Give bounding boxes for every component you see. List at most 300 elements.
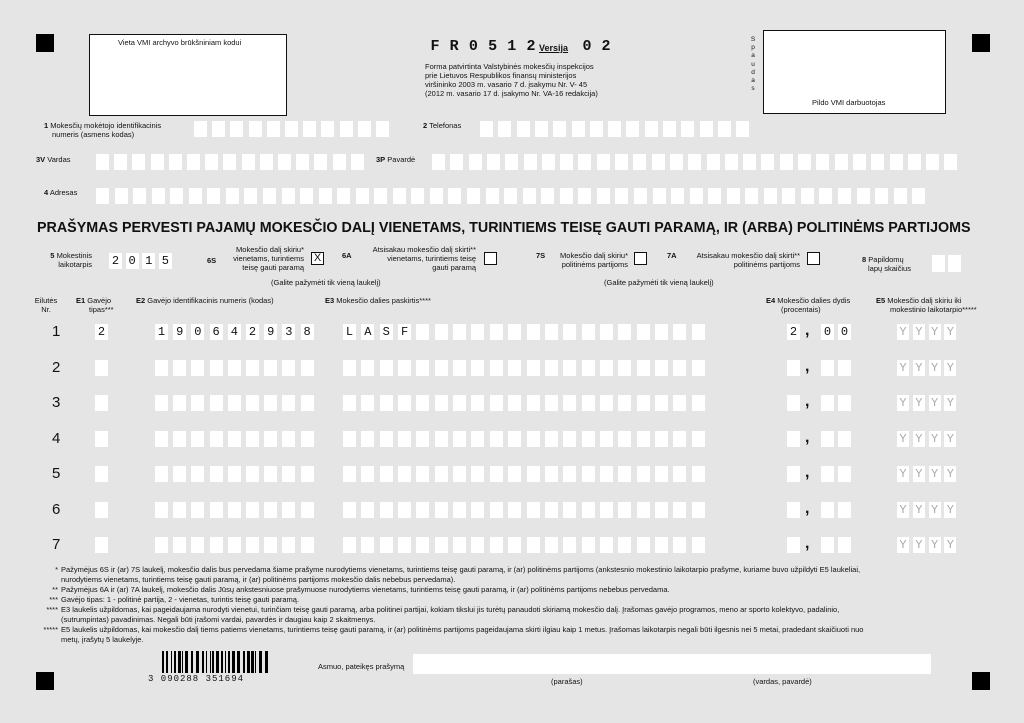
- purpose-cell[interactable]: [508, 395, 521, 411]
- purpose-cell[interactable]: [673, 431, 686, 447]
- address-cell[interactable]: [486, 188, 499, 204]
- purpose-cell[interactable]: [380, 395, 393, 411]
- last-name-cell[interactable]: [597, 154, 610, 170]
- recipient-code-cell[interactable]: [301, 502, 314, 518]
- checkbox-6a[interactable]: [484, 252, 497, 265]
- recipient-code-cell[interactable]: [155, 537, 168, 553]
- purpose-cell[interactable]: [490, 431, 503, 447]
- purpose-cell[interactable]: [545, 537, 558, 553]
- address-cell[interactable]: [819, 188, 832, 204]
- address-cell[interactable]: [263, 188, 276, 204]
- extra-pages-cell-1[interactable]: [932, 255, 945, 272]
- purpose-cell[interactable]: [471, 324, 484, 340]
- recipient-code-cell[interactable]: [282, 431, 295, 447]
- purpose-cell[interactable]: [380, 502, 393, 518]
- until-year-cell[interactable]: Y: [897, 431, 909, 447]
- tax-year-cell[interactable]: 0: [126, 253, 139, 269]
- purpose-cell[interactable]: [692, 466, 705, 482]
- first-name-cell[interactable]: [278, 154, 291, 170]
- purpose-cell[interactable]: [527, 466, 540, 482]
- taxpayer-id-cell[interactable]: [303, 121, 316, 137]
- taxpayer-id-cell[interactable]: [194, 121, 207, 137]
- address-cell[interactable]: [319, 188, 332, 204]
- address-cell[interactable]: [374, 188, 387, 204]
- recipient-code-cell[interactable]: [246, 537, 259, 553]
- recipient-code-cell[interactable]: [155, 360, 168, 376]
- purpose-cell[interactable]: [343, 431, 356, 447]
- address-cell[interactable]: [393, 188, 406, 204]
- recipient-code-cell[interactable]: [173, 466, 186, 482]
- recipient-code-cell[interactable]: [228, 537, 241, 553]
- last-name-cell[interactable]: [560, 154, 573, 170]
- address-cell[interactable]: [578, 188, 591, 204]
- purpose-cell[interactable]: [435, 360, 448, 376]
- recipient-code-cell[interactable]: [301, 360, 314, 376]
- recipient-code-cell[interactable]: 4: [228, 324, 241, 340]
- purpose-cell[interactable]: [582, 431, 595, 447]
- phone-cell[interactable]: [736, 121, 749, 137]
- percent-decimal-cell[interactable]: [838, 360, 851, 376]
- purpose-cell[interactable]: [343, 502, 356, 518]
- purpose-cell[interactable]: [600, 537, 613, 553]
- recipient-code-cell[interactable]: 0: [191, 324, 204, 340]
- first-name-cell[interactable]: [132, 154, 145, 170]
- phone-cell[interactable]: [517, 121, 530, 137]
- phone-cell[interactable]: [480, 121, 493, 137]
- purpose-cell[interactable]: [471, 537, 484, 553]
- phone-cell[interactable]: [681, 121, 694, 137]
- percent-integer-cell[interactable]: [787, 537, 800, 553]
- purpose-cell[interactable]: F: [398, 324, 411, 340]
- purpose-cell[interactable]: [508, 360, 521, 376]
- phone-cell[interactable]: [572, 121, 585, 137]
- first-name-cell[interactable]: [96, 154, 109, 170]
- taxpayer-id-cell[interactable]: [340, 121, 353, 137]
- last-name-cell[interactable]: [688, 154, 701, 170]
- taxpayer-id-cell[interactable]: [358, 121, 371, 137]
- percent-decimal-cell[interactable]: [821, 466, 834, 482]
- last-name-cell[interactable]: [890, 154, 903, 170]
- recipient-type-cell[interactable]: [95, 431, 108, 447]
- until-year-cell[interactable]: Y: [944, 395, 956, 411]
- recipient-code-cell[interactable]: [282, 395, 295, 411]
- recipient-code-cell[interactable]: 8: [301, 324, 314, 340]
- until-year-cell[interactable]: Y: [929, 502, 941, 518]
- phone-cell[interactable]: [535, 121, 548, 137]
- purpose-cell[interactable]: [490, 537, 503, 553]
- address-cell[interactable]: [708, 188, 721, 204]
- purpose-cell[interactable]: [490, 395, 503, 411]
- purpose-cell[interactable]: [637, 360, 650, 376]
- purpose-cell[interactable]: [655, 395, 668, 411]
- address-cell[interactable]: [430, 188, 443, 204]
- taxpayer-id-cell[interactable]: [267, 121, 280, 137]
- purpose-cell[interactable]: [471, 502, 484, 518]
- recipient-type-cell[interactable]: [95, 395, 108, 411]
- purpose-cell[interactable]: [416, 395, 429, 411]
- until-year-cell[interactable]: Y: [913, 324, 925, 340]
- purpose-cell[interactable]: [453, 537, 466, 553]
- address-cell[interactable]: [875, 188, 888, 204]
- address-cell[interactable]: [653, 188, 666, 204]
- last-name-cell[interactable]: [780, 154, 793, 170]
- phone-cell[interactable]: [645, 121, 658, 137]
- purpose-cell[interactable]: [380, 360, 393, 376]
- purpose-cell[interactable]: [582, 537, 595, 553]
- last-name-cell[interactable]: [450, 154, 463, 170]
- purpose-cell[interactable]: [600, 431, 613, 447]
- address-cell[interactable]: [170, 188, 183, 204]
- purpose-cell[interactable]: [655, 431, 668, 447]
- recipient-code-cell[interactable]: [210, 502, 223, 518]
- purpose-cell[interactable]: [490, 466, 503, 482]
- purpose-cell[interactable]: [416, 360, 429, 376]
- taxpayer-id-cell[interactable]: [285, 121, 298, 137]
- purpose-cell[interactable]: [416, 502, 429, 518]
- purpose-cell[interactable]: [655, 537, 668, 553]
- last-name-cell[interactable]: [469, 154, 482, 170]
- purpose-cell[interactable]: [673, 466, 686, 482]
- recipient-code-cell[interactable]: [210, 537, 223, 553]
- first-name-cell[interactable]: [242, 154, 255, 170]
- until-year-cell[interactable]: Y: [897, 395, 909, 411]
- purpose-cell[interactable]: [692, 537, 705, 553]
- purpose-cell[interactable]: [582, 466, 595, 482]
- phone-cell[interactable]: [553, 121, 566, 137]
- purpose-cell[interactable]: [637, 431, 650, 447]
- first-name-cell[interactable]: [351, 154, 364, 170]
- taxpayer-id-cell[interactable]: [321, 121, 334, 137]
- recipient-code-cell[interactable]: [282, 502, 295, 518]
- purpose-cell[interactable]: [471, 466, 484, 482]
- purpose-cell[interactable]: [545, 466, 558, 482]
- until-year-cell[interactable]: Y: [944, 537, 956, 553]
- until-year-cell[interactable]: Y: [944, 502, 956, 518]
- address-cell[interactable]: [189, 188, 202, 204]
- recipient-code-cell[interactable]: [155, 502, 168, 518]
- purpose-cell[interactable]: [416, 324, 429, 340]
- purpose-cell[interactable]: [398, 537, 411, 553]
- address-cell[interactable]: [912, 188, 925, 204]
- recipient-code-cell[interactable]: [301, 395, 314, 411]
- last-name-cell[interactable]: [542, 154, 555, 170]
- purpose-cell[interactable]: [618, 324, 631, 340]
- recipient-type-cell[interactable]: 2: [95, 324, 108, 340]
- first-name-cell[interactable]: [114, 154, 127, 170]
- phone-cell[interactable]: [590, 121, 603, 137]
- until-year-cell[interactable]: Y: [897, 324, 909, 340]
- recipient-code-cell[interactable]: 6: [210, 324, 223, 340]
- recipient-code-cell[interactable]: [282, 537, 295, 553]
- purpose-cell[interactable]: [527, 502, 540, 518]
- phone-cell[interactable]: [700, 121, 713, 137]
- address-cell[interactable]: [467, 188, 480, 204]
- last-name-cell[interactable]: [871, 154, 884, 170]
- purpose-cell[interactable]: [582, 395, 595, 411]
- phone-cell[interactable]: [718, 121, 731, 137]
- until-year-cell[interactable]: Y: [913, 466, 925, 482]
- purpose-cell[interactable]: [618, 466, 631, 482]
- signature-field[interactable]: [413, 654, 931, 674]
- purpose-cell[interactable]: [435, 324, 448, 340]
- recipient-code-cell[interactable]: [264, 395, 277, 411]
- address-cell[interactable]: [801, 188, 814, 204]
- until-year-cell[interactable]: Y: [913, 431, 925, 447]
- first-name-cell[interactable]: [333, 154, 346, 170]
- purpose-cell[interactable]: [600, 360, 613, 376]
- purpose-cell[interactable]: [380, 431, 393, 447]
- percent-decimal-cell[interactable]: 0: [838, 324, 851, 340]
- recipient-code-cell[interactable]: [246, 502, 259, 518]
- until-year-cell[interactable]: Y: [913, 502, 925, 518]
- taxpayer-id-cell[interactable]: [376, 121, 389, 137]
- purpose-cell[interactable]: [618, 537, 631, 553]
- purpose-cell[interactable]: [637, 324, 650, 340]
- address-cell[interactable]: [560, 188, 573, 204]
- recipient-code-cell[interactable]: [210, 360, 223, 376]
- address-cell[interactable]: [615, 188, 628, 204]
- address-cell[interactable]: [541, 188, 554, 204]
- until-year-cell[interactable]: Y: [929, 431, 941, 447]
- purpose-cell[interactable]: [545, 431, 558, 447]
- last-name-cell[interactable]: [615, 154, 628, 170]
- recipient-code-cell[interactable]: 9: [264, 324, 277, 340]
- address-cell[interactable]: [764, 188, 777, 204]
- purpose-cell[interactable]: [527, 360, 540, 376]
- purpose-cell[interactable]: [453, 466, 466, 482]
- purpose-cell[interactable]: [416, 431, 429, 447]
- purpose-cell[interactable]: [563, 431, 576, 447]
- recipient-code-cell[interactable]: [173, 395, 186, 411]
- last-name-cell[interactable]: [816, 154, 829, 170]
- recipient-code-cell[interactable]: [246, 360, 259, 376]
- until-year-cell[interactable]: Y: [929, 360, 941, 376]
- purpose-cell[interactable]: [582, 360, 595, 376]
- recipient-code-cell[interactable]: [228, 395, 241, 411]
- percent-integer-cell[interactable]: [787, 431, 800, 447]
- until-year-cell[interactable]: Y: [929, 324, 941, 340]
- recipient-code-cell[interactable]: [191, 537, 204, 553]
- purpose-cell[interactable]: [563, 466, 576, 482]
- address-cell[interactable]: [448, 188, 461, 204]
- purpose-cell[interactable]: [673, 324, 686, 340]
- address-cell[interactable]: [597, 188, 610, 204]
- purpose-cell[interactable]: [673, 502, 686, 518]
- recipient-type-cell[interactable]: [95, 537, 108, 553]
- recipient-code-cell[interactable]: [301, 431, 314, 447]
- recipient-code-cell[interactable]: [155, 466, 168, 482]
- purpose-cell[interactable]: [582, 502, 595, 518]
- percent-decimal-cell[interactable]: [821, 431, 834, 447]
- last-name-cell[interactable]: [707, 154, 720, 170]
- purpose-cell[interactable]: [673, 537, 686, 553]
- until-year-cell[interactable]: Y: [913, 360, 925, 376]
- tax-year-cell[interactable]: 2: [109, 253, 122, 269]
- purpose-cell[interactable]: [618, 431, 631, 447]
- last-name-cell[interactable]: [926, 154, 939, 170]
- purpose-cell[interactable]: [361, 537, 374, 553]
- purpose-cell[interactable]: [435, 537, 448, 553]
- last-name-cell[interactable]: [670, 154, 683, 170]
- address-cell[interactable]: [133, 188, 146, 204]
- purpose-cell[interactable]: [600, 466, 613, 482]
- recipient-code-cell[interactable]: [264, 502, 277, 518]
- first-name-cell[interactable]: [151, 154, 164, 170]
- purpose-cell[interactable]: [416, 466, 429, 482]
- purpose-cell[interactable]: [527, 537, 540, 553]
- purpose-cell[interactable]: [692, 395, 705, 411]
- purpose-cell[interactable]: [361, 360, 374, 376]
- percent-decimal-cell[interactable]: [838, 537, 851, 553]
- purpose-cell[interactable]: A: [361, 324, 374, 340]
- recipient-code-cell[interactable]: [228, 360, 241, 376]
- purpose-cell[interactable]: [527, 324, 540, 340]
- recipient-code-cell[interactable]: [246, 395, 259, 411]
- recipient-code-cell[interactable]: 3: [282, 324, 295, 340]
- address-cell[interactable]: [226, 188, 239, 204]
- recipient-code-cell[interactable]: [191, 395, 204, 411]
- purpose-cell[interactable]: [398, 360, 411, 376]
- purpose-cell[interactable]: [618, 395, 631, 411]
- recipient-code-cell[interactable]: 9: [173, 324, 186, 340]
- purpose-cell[interactable]: [692, 360, 705, 376]
- purpose-cell[interactable]: [563, 360, 576, 376]
- purpose-cell[interactable]: [435, 431, 448, 447]
- percent-integer-cell[interactable]: 2: [787, 324, 800, 340]
- purpose-cell[interactable]: [508, 466, 521, 482]
- purpose-cell[interactable]: [435, 395, 448, 411]
- last-name-cell[interactable]: [524, 154, 537, 170]
- address-cell[interactable]: [244, 188, 257, 204]
- last-name-cell[interactable]: [487, 154, 500, 170]
- percent-decimal-cell[interactable]: 0: [821, 324, 834, 340]
- purpose-cell[interactable]: [600, 395, 613, 411]
- purpose-cell[interactable]: [471, 360, 484, 376]
- percent-decimal-cell[interactable]: [838, 431, 851, 447]
- purpose-cell[interactable]: [600, 324, 613, 340]
- purpose-cell[interactable]: [527, 431, 540, 447]
- percent-decimal-cell[interactable]: [838, 466, 851, 482]
- recipient-code-cell[interactable]: [210, 466, 223, 482]
- purpose-cell[interactable]: [453, 502, 466, 518]
- purpose-cell[interactable]: [380, 537, 393, 553]
- percent-decimal-cell[interactable]: [821, 395, 834, 411]
- purpose-cell[interactable]: [343, 395, 356, 411]
- address-cell[interactable]: [411, 188, 424, 204]
- until-year-cell[interactable]: Y: [929, 466, 941, 482]
- last-name-cell[interactable]: [725, 154, 738, 170]
- purpose-cell[interactable]: [545, 324, 558, 340]
- purpose-cell[interactable]: [398, 395, 411, 411]
- address-cell[interactable]: [523, 188, 536, 204]
- first-name-cell[interactable]: [314, 154, 327, 170]
- recipient-code-cell[interactable]: [173, 431, 186, 447]
- last-name-cell[interactable]: [835, 154, 848, 170]
- purpose-cell[interactable]: [343, 466, 356, 482]
- taxpayer-id-cell[interactable]: [230, 121, 243, 137]
- recipient-code-cell[interactable]: [228, 502, 241, 518]
- recipient-code-cell[interactable]: [264, 431, 277, 447]
- address-cell[interactable]: [745, 188, 758, 204]
- taxpayer-id-cell[interactable]: [249, 121, 262, 137]
- purpose-cell[interactable]: [361, 466, 374, 482]
- recipient-code-cell[interactable]: 1: [155, 324, 168, 340]
- purpose-cell[interactable]: [508, 324, 521, 340]
- purpose-cell[interactable]: [398, 466, 411, 482]
- recipient-code-cell[interactable]: [191, 431, 204, 447]
- until-year-cell[interactable]: Y: [897, 360, 909, 376]
- address-cell[interactable]: [782, 188, 795, 204]
- purpose-cell[interactable]: [563, 324, 576, 340]
- purpose-cell[interactable]: [508, 537, 521, 553]
- address-cell[interactable]: [96, 188, 109, 204]
- last-name-cell[interactable]: [761, 154, 774, 170]
- purpose-cell[interactable]: [673, 360, 686, 376]
- recipient-code-cell[interactable]: [191, 502, 204, 518]
- purpose-cell[interactable]: [416, 537, 429, 553]
- first-name-cell[interactable]: [187, 154, 200, 170]
- address-cell[interactable]: [356, 188, 369, 204]
- purpose-cell[interactable]: [637, 466, 650, 482]
- purpose-cell[interactable]: [563, 395, 576, 411]
- address-cell[interactable]: [690, 188, 703, 204]
- recipient-code-cell[interactable]: [228, 466, 241, 482]
- address-cell[interactable]: [671, 188, 684, 204]
- recipient-type-cell[interactable]: [95, 466, 108, 482]
- purpose-cell[interactable]: [343, 360, 356, 376]
- recipient-code-cell[interactable]: 2: [246, 324, 259, 340]
- purpose-cell[interactable]: [692, 502, 705, 518]
- purpose-cell[interactable]: [361, 395, 374, 411]
- purpose-cell[interactable]: [490, 324, 503, 340]
- until-year-cell[interactable]: Y: [897, 537, 909, 553]
- recipient-code-cell[interactable]: [191, 360, 204, 376]
- address-cell[interactable]: [282, 188, 295, 204]
- purpose-cell[interactable]: [563, 537, 576, 553]
- purpose-cell[interactable]: [655, 466, 668, 482]
- percent-integer-cell[interactable]: [787, 395, 800, 411]
- purpose-cell[interactable]: [471, 431, 484, 447]
- address-cell[interactable]: [337, 188, 350, 204]
- purpose-cell[interactable]: [600, 502, 613, 518]
- purpose-cell[interactable]: [508, 502, 521, 518]
- first-name-cell[interactable]: [260, 154, 273, 170]
- recipient-code-cell[interactable]: [210, 431, 223, 447]
- purpose-cell[interactable]: [453, 324, 466, 340]
- address-cell[interactable]: [634, 188, 647, 204]
- recipient-code-cell[interactable]: [155, 431, 168, 447]
- until-year-cell[interactable]: Y: [929, 537, 941, 553]
- last-name-cell[interactable]: [505, 154, 518, 170]
- purpose-cell[interactable]: [563, 502, 576, 518]
- last-name-cell[interactable]: [652, 154, 665, 170]
- recipient-type-cell[interactable]: [95, 360, 108, 376]
- purpose-cell[interactable]: [490, 360, 503, 376]
- recipient-code-cell[interactable]: [264, 360, 277, 376]
- until-year-cell[interactable]: Y: [913, 395, 925, 411]
- first-name-cell[interactable]: [205, 154, 218, 170]
- last-name-cell[interactable]: [432, 154, 445, 170]
- recipient-code-cell[interactable]: [246, 466, 259, 482]
- until-year-cell[interactable]: Y: [897, 466, 909, 482]
- address-cell[interactable]: [115, 188, 128, 204]
- extra-pages-cell-2[interactable]: [948, 255, 961, 272]
- last-name-cell[interactable]: [578, 154, 591, 170]
- recipient-code-cell[interactable]: [173, 360, 186, 376]
- purpose-cell[interactable]: [398, 431, 411, 447]
- recipient-type-cell[interactable]: [95, 502, 108, 518]
- until-year-cell[interactable]: Y: [929, 395, 941, 411]
